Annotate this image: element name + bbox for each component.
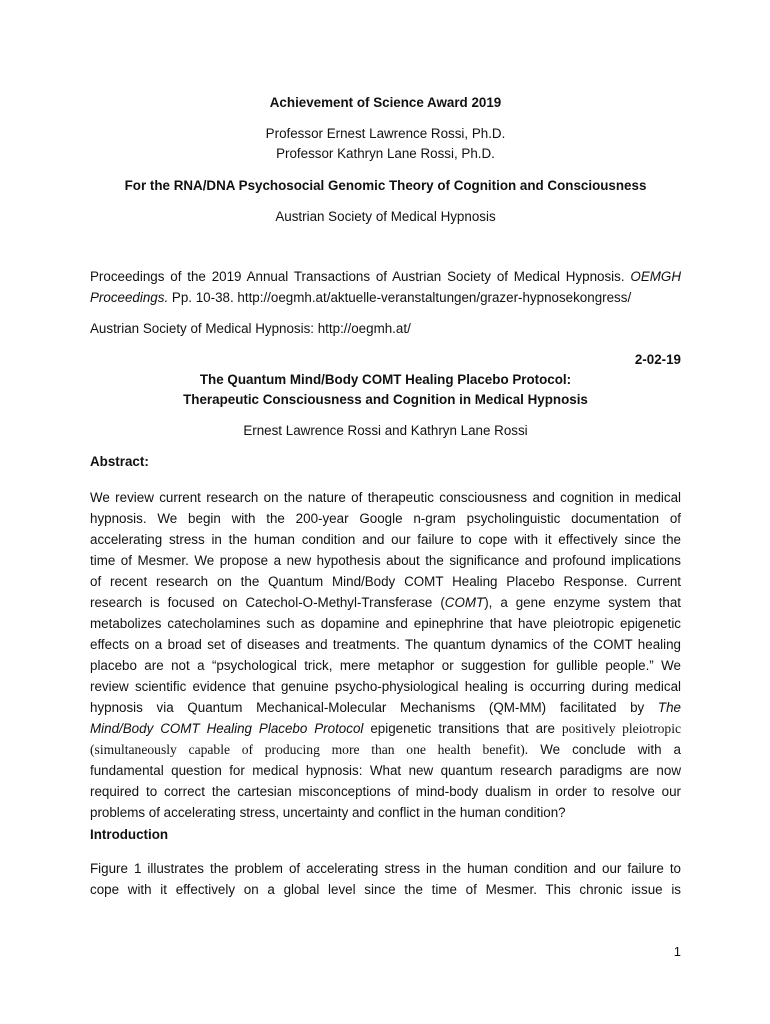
abstract-line: review scientific evidence that genuine psycho-physiological healing is occurring during medical (90, 679, 681, 694)
award-for: For the RNA/DNA Psychosocial Genomic Theory of Cognition and Consciousness (124, 178, 647, 193)
abstract-line: metabolizes catecholamines such as dopamine and epinephrine that have pleiotropic epigenetic (90, 616, 681, 631)
abstract-line: accelerating stress in the human condition and our failure to cope with it effectively since the (90, 532, 681, 547)
proceedings-line-2: Proceedings. Pp. 10-38. http://oegmh.at/aktuelle-veranstaltungen/grazer-hypnosekongress/ (90, 290, 632, 305)
article-title-1: The Quantum Mind/Body COMT Healing Placebo Protocol: (199, 372, 572, 387)
proceedings-line-1: Proceedings of the 2019 Annual Transactions of Austrian Society of Medical Hypnosis. OEMGH (90, 269, 681, 284)
abstract-heading: Abstract: (90, 454, 149, 469)
article-title-2: Therapeutic Consciousness and Cognition in Medical Hypnosis (183, 392, 588, 407)
introduction-heading: Introduction (90, 827, 169, 842)
introduction-line: cope with it effectively on a global level since the time of Mesmer. This chronic issue is (90, 882, 681, 897)
abstract-line: research is focused on Catechol-O-Methyl-Transferase (COMT), a gene enzyme system that (90, 595, 681, 610)
award-title: Achievement of Science Award 2019 (269, 95, 502, 110)
society-url-line: Austrian Society of Medical Hypnosis: http://oegmh.at/ (90, 321, 411, 336)
recipient-1: Professor Ernest Lawrence Rossi, Ph.D. (265, 126, 506, 141)
society-name: Austrian Society of Medical Hypnosis (275, 209, 496, 224)
abstract-line: effects on a broad set of diseases and treatments. The quantum dynamics of the COMT healing (90, 637, 681, 652)
abstract-line: placebo are not a “psychological trick, mere metaphor or suggestion for gullible people.” We (90, 658, 681, 673)
abstract-line: hypnosis via Quantum Mechanical-Molecular Mechanisms (QM-MM) facilitated by The (90, 700, 681, 715)
abstract-line: required to correct the cartesian misconceptions of mind-body dualism in order to resolve our (90, 784, 681, 799)
abstract-line: fundamental question for medical hypnosis: What new quantum research paradigms are now (90, 763, 681, 778)
recipient-2: Professor Kathryn Lane Rossi, Ph.D. (276, 146, 495, 161)
abstract-line: We review current research on the nature of therapeutic consciousness and cognition in medical (90, 490, 681, 505)
abstract-line: time of Mesmer. We propose a new hypothesis about the significance and profound implications (90, 553, 681, 568)
abstract-line: problems of accelerating stress, uncertainty and conflict in the human condition? (90, 805, 566, 820)
abstract-line: (simultaneously capable of producing more than one health benefit). We conclude with a (90, 742, 681, 757)
introduction-line: Figure 1 illustrates the problem of accelerating stress in the human condition and our failure to (90, 861, 681, 876)
abstract-line: hypnosis. We begin with the 200-year Google n-gram psycholinguistic documentation of (90, 511, 681, 526)
article-date: 2-02-19 (634, 352, 681, 367)
abstract-line: Mind/Body COMT Healing Placebo Protocol epigenetic transitions that are positively pleiotropic (90, 721, 681, 736)
page-number: 1 (673, 944, 681, 959)
article-authors: Ernest Lawrence Rossi and Kathryn Lane Rossi (243, 423, 528, 438)
abstract-line: of recent research on the Quantum Mind/Body COMT Healing Placebo Response. Current (90, 574, 681, 589)
